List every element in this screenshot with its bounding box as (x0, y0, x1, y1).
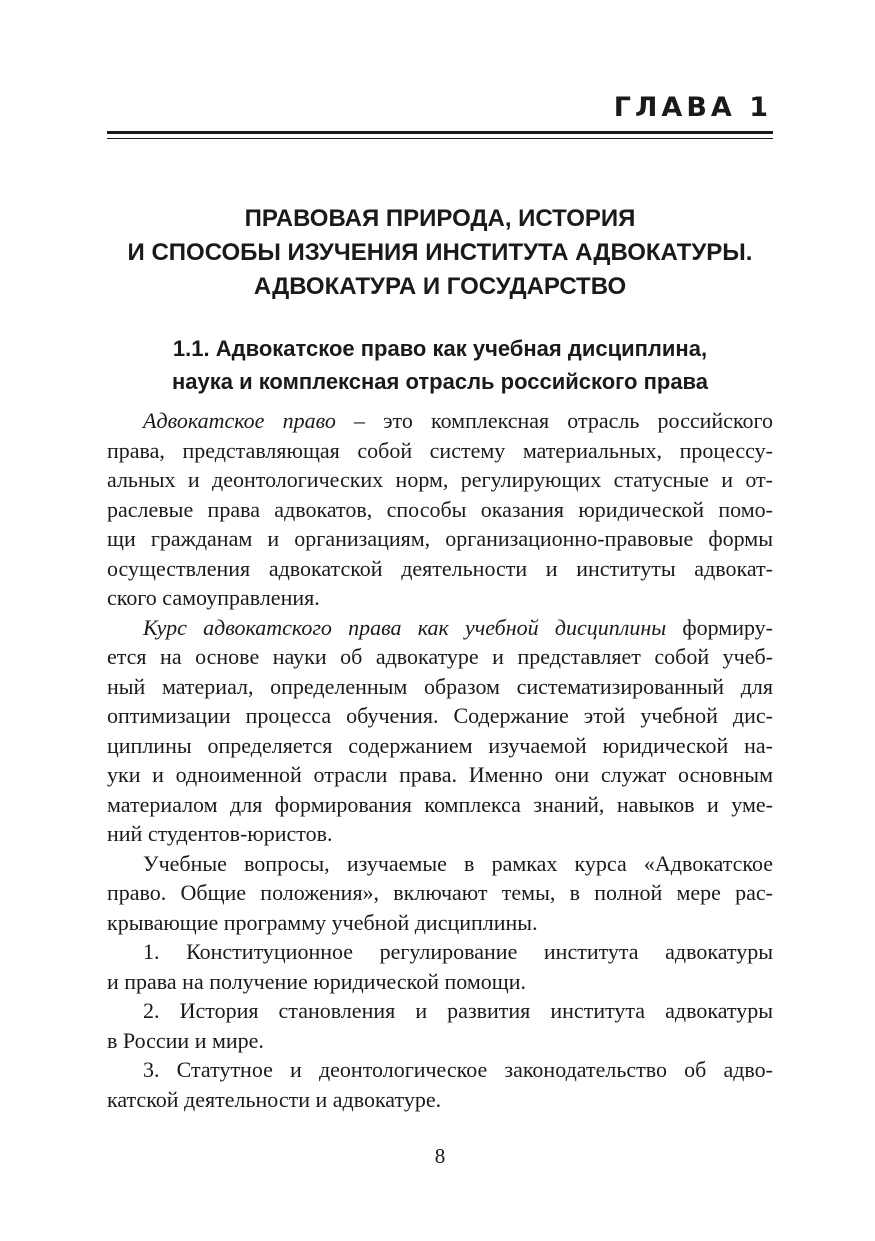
body-text (107, 406, 773, 1114)
paragraph-line: крывающие программу учебной дисциплины. (107, 909, 538, 935)
paragraph-line: осуществления адвокатской деятельности и институты адвокат- (107, 555, 773, 581)
paragraph-line: Учебные вопросы, изучаемые в рамках курса «Адвокатское (143, 850, 773, 876)
page-number: 8 (434, 1144, 446, 1168)
list-item-line: в России и мире. (107, 1027, 264, 1053)
paragraph-line: права, представляющая собой систему материальных, процессу- (107, 437, 773, 463)
chapter-title (107, 202, 773, 304)
paragraph-line: щи гражданам и организациям, организационно-правовые формы (107, 526, 773, 551)
section-title-line: 1.1. Адвокатское право как учебная дисциплина, (172, 336, 708, 361)
chapter-label: ГЛАВА 1 (613, 92, 772, 123)
header-rule-thick (107, 131, 773, 134)
paragraph-line: альных и деонтологических норм, регулирующих статусные и от- (107, 467, 773, 492)
defined-term: Адвокатское право (143, 408, 336, 433)
section-title (107, 332, 773, 398)
paragraph-line: ний студентов-юристов. (107, 821, 333, 846)
paragraph-line: раслевые права адвокатов, способы оказания юридической помо- (107, 496, 773, 522)
chapter-title-line: ПРАВОВАЯ ПРИРОДА, ИСТОРИЯ (244, 205, 636, 232)
paragraph-line: право. Общие положения», включают темы, в полной мере рас- (107, 880, 773, 905)
list-item-line: 1. Конституционное регулирование института адвокатуры (143, 939, 773, 964)
paragraph-line: Адвокатское право – это комплексная отрасль российского (143, 408, 773, 433)
header-rule-thin (107, 138, 773, 139)
paragraph-line: ского самоуправления. (107, 585, 320, 610)
list-item-line: и права на получение юридической помощи. (107, 968, 526, 994)
paragraph-line: материалом для формирования комплекса знаний, навыков и уме- (107, 791, 773, 817)
paragraph-line: ется на основе науки об адвокатуре и представляет собой учеб- (107, 644, 773, 669)
paragraph-line: ный материал, определенным образом систематизированный для (107, 673, 773, 699)
paragraph-line: уки и одноименной отрасли права. Именно они служат основным (107, 762, 773, 787)
paragraph-line: оптимизации процесса обучения. Содержание этой учебной дис- (107, 703, 773, 728)
defined-term: Курс адвокатского права как учебной дисциплины (143, 614, 667, 640)
chapter-title-line: АДВОКАТУРА И ГОСУДАРСТВО (253, 273, 627, 300)
paragraph-line: циплины определяется содержанием изучаемой юридической на- (107, 732, 773, 758)
section-title-line: наука и комплексная отрасль российского права (171, 369, 709, 394)
chapter-title-line: И СПОСОБЫ ИЗУЧЕНИЯ ИНСТИТУТА АДВОКАТУРЫ. (127, 239, 753, 266)
list-item-line: катской деятельности и адвокатуре. (107, 1086, 442, 1112)
paragraph-line: Курс адвокатского права как учебной дисциплины формиру- (143, 614, 774, 640)
list-item-line: 3. Статутное и деонтологическое законодательство об адво- (143, 1057, 773, 1082)
list-item-line: 2. История становления и развития института адвокатуры (143, 998, 773, 1023)
